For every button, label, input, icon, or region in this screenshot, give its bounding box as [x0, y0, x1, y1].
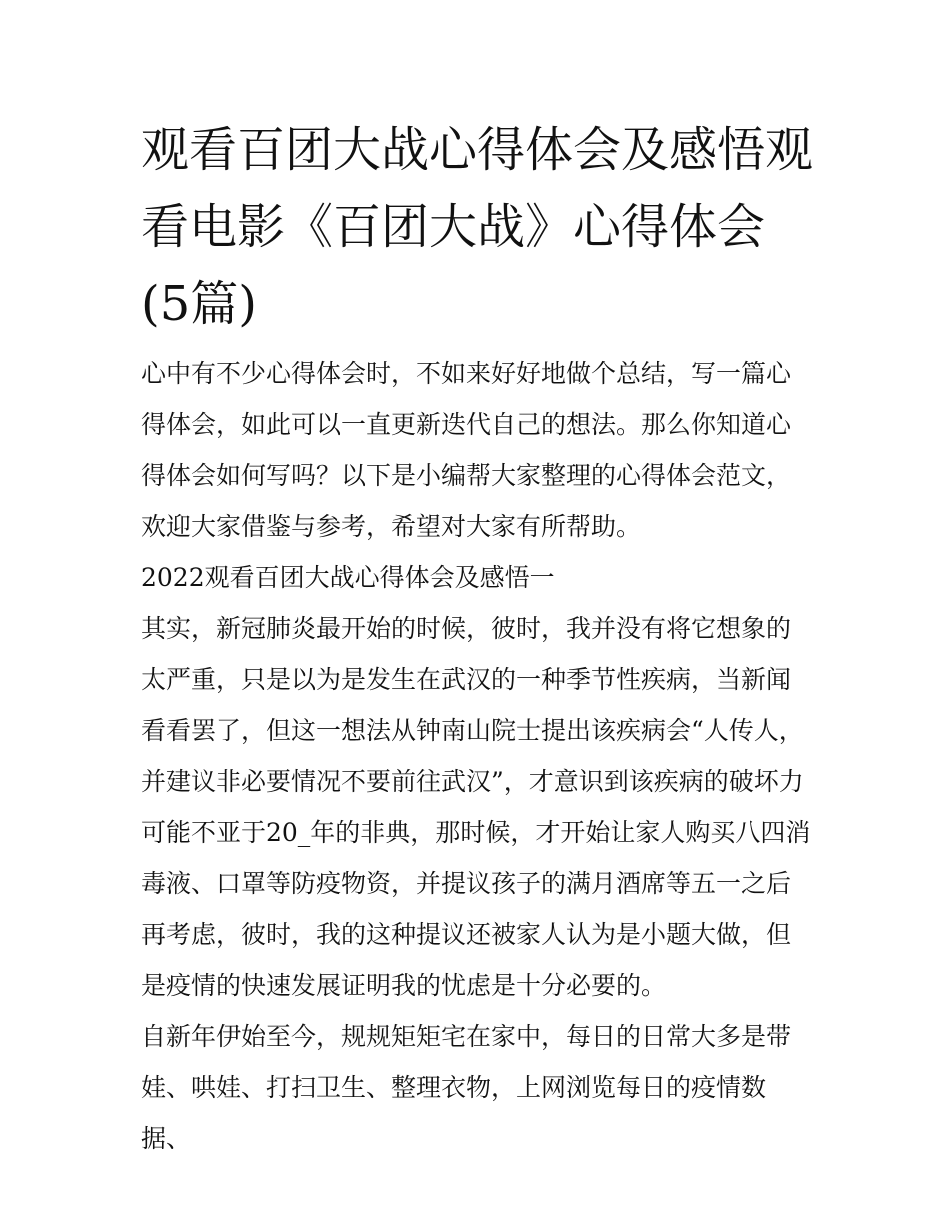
body-paragraph-1: 其实，新冠肺炎最开始的时候，彼时，我并没有将它想象的太严重，只是以为是发生在武汉的一种季节性疾病，当新闻看看罢了，但这一想法从钟南山院士提出该疾病会“人传人，并建议非必要情况不要前往武汉”，才意识到该疾病的破坏力可能不亚于20_年的非典，那时候，才开始让家人购买八四消毒液、口罩等防疫物资，并提议孩子的满月酒席等五一之后再考虑，彼时，我的这种提议还被家人认为是小题大做，但是疫情的快速发展证明我的忧虑是十分必要的。 [141, 614, 811, 1000]
document-title: 观看百团大战心得体会及感悟观看电影《百团大战》心得体会(5篇) [141, 122, 814, 332]
body-paragraph-2: 自新年伊始至今，规规矩矩宅在家中，每日的日常大多是带娃、哄娃、打扫卫生、整理衣物，上网浏览每日的疫情数据、 [141, 1022, 792, 1153]
document-content [141, 112, 813, 1164]
section-heading: 2022观看百团大战心得体会及感悟一 [141, 563, 555, 592]
intro-paragraph: 心中有不少心得体会时，不如来好好地做个总结，写一篇心得体会，如此可以一直更新迭代自己的想法。那么你知道心得体会如何写吗？以下是小编帮大家整理的心得体会范文，欢迎大家借鉴与参考，希望对大家有所帮助。 [141, 359, 792, 541]
